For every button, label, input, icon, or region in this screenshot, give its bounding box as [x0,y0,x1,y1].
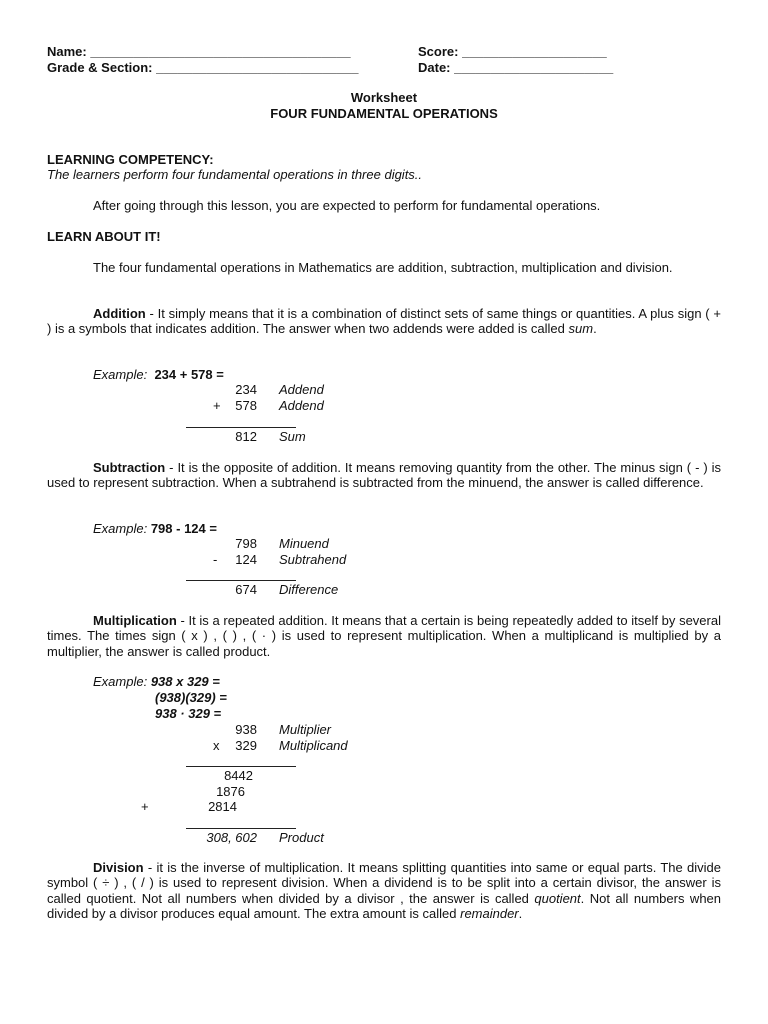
date-label: Date: [418,60,451,75]
multiplication-expr-3: 938 · 329 = [155,706,222,721]
addition-row1-num: 234 [235,382,257,397]
multiplication-expr-1: 938 x 329 = [150,674,220,689]
multiplication-partial-2: 1876 [216,784,245,799]
addition-result-num: 812 [235,429,257,444]
subtraction-text: - It is the opposite of addition. It means removing quantity from the other. The minus sign ( - ) is used to represent subtraction. When a subtrahend is subtracted from the minuend, the answer is called difference. [47,460,721,491]
division-emph-remainder: remainder [460,906,519,922]
subtraction-example-expr: 798 - 124 = [150,521,217,536]
grade-label: Grade & Section: [47,60,153,75]
multiplication-partial-line [186,766,296,767]
addition-example-expr: 234 + 578 = [154,367,224,382]
addition-emph: sum [568,321,594,337]
multiplication-row2-label: Multiplicand [279,738,348,753]
multiplication-example [93,674,220,689]
competency-heading: LEARNING COMPETENCY: [47,152,214,167]
multiplication-product-line [186,828,296,829]
multiplication-result-label: Product [279,830,324,845]
learn-paragraph: The four fundamental operations in Mathematics are addition, subtraction, multiplication and division. [93,260,673,275]
subtraction-example [93,521,217,536]
addition-row1-label: Addend [279,382,324,397]
date-blank: ______________________ [454,60,614,75]
division-term: Division [93,860,144,875]
multiplication-expr-2: (938)(329) = [155,690,227,705]
score-label: Score: [418,44,459,59]
addition-paragraph [47,306,721,337]
multiplication-row2-num: 329 [235,738,257,753]
multiplication-operator: x [213,738,220,753]
subtraction-difference-line [186,580,296,581]
subtraction-result-num: 674 [235,582,257,597]
subtraction-example-label: Example: [93,521,148,536]
subtraction-result-label: Difference [279,582,339,597]
multiplication-example-label: Example: [93,674,148,689]
learn-heading: LEARN ABOUT IT! [47,229,161,244]
multiplication-result-num: 308, 602 [206,830,257,845]
intro-text: After going through this lesson, you are expected to perform for fundamental operations. [93,198,601,213]
name-field [47,44,351,59]
division-emph-quotient: quotient [534,890,581,906]
multiplication-text: - It is a repeated addition. It means that a certain is being repeatedly added to itself by several times. The times sign ( x ) , ( ) , ( · ) is used to represent multiplication. When a multiplicand is multiplied by a multiplier, the answer is called product. [47,613,721,659]
addition-example [93,367,224,382]
date-field [418,60,613,75]
multiplication-term: Multiplication [93,613,177,628]
grade-blank: ____________________________ [156,60,359,75]
subtraction-paragraph [47,460,721,491]
division-paragraph [47,860,721,922]
multiplication-row1-num: 938 [235,722,257,737]
competency-text: The learners perform four fundamental operations in three digits.. [47,167,423,182]
addition-row2-label: Addend [279,398,324,413]
division-end: . [518,906,523,922]
addition-end: . [593,321,597,337]
multiplication-partial-operator: + [141,799,149,814]
multiplication-partial-3: 2814 [208,799,237,814]
division-text-2: . Not all numbers when divided by a divisor produces equal amount. The extra amount is called [47,890,722,922]
addition-text: - It simply means that it is a combination of distinct sets of same things or quantities. A plus sign ( + ) is a symbols that indicates addition. The answer when two addends were added is called [47,306,721,337]
division-text-1: - it is the inverse of multiplication. It means splitting quantities into same or equal parts. The divide symbol ( ÷ ) , ( / ) is used to represent division. When a dividend is to be split into a certain divisor, the answer is called quotient. Not all numbers when divided by a divisor , the answer is called [47,860,721,906]
multiplication-paragraph [47,613,721,659]
grade-section-field [47,60,359,75]
addition-row2-num: 578 [235,398,257,413]
score-field [418,44,607,59]
worksheet-label: Worksheet [350,90,418,105]
name-blank: ____________________________________ [90,44,351,59]
subtraction-term: Subtraction [93,460,166,475]
addition-term: Addition [93,306,146,321]
score-blank: ____________________ [462,44,607,59]
addition-result-label: Sum [279,429,306,444]
subtraction-row2-label: Subtrahend [279,552,347,567]
subtraction-row1-label: Minuend [279,536,329,551]
addition-operator: + [213,398,221,413]
multiplication-row1-label: Multiplier [279,722,332,737]
addition-example-label: Example: [93,367,148,382]
subtraction-operator: - [213,552,218,567]
addition-sum-line [186,427,296,428]
page-title: FOUR FUNDAMENTAL OPERATIONS [270,106,498,121]
subtraction-row2-num: 124 [235,552,257,567]
name-label: Name: [47,44,87,59]
subtraction-row1-num: 798 [235,536,257,551]
multiplication-partial-1: 8442 [224,768,253,783]
